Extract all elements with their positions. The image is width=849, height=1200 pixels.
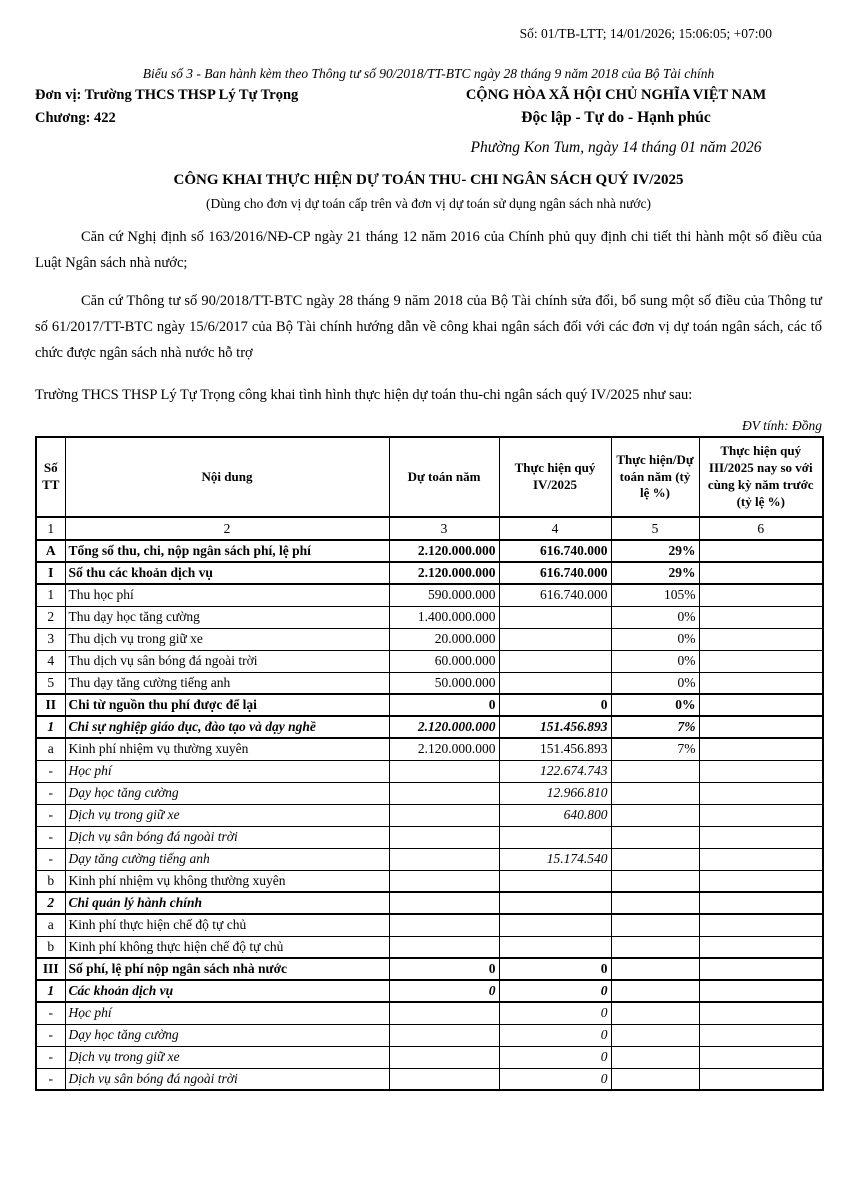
cell-thuc_hien: 0 — [499, 1046, 611, 1068]
cell-thuc_hien: 0 — [499, 1002, 611, 1024]
currency-unit-label: ĐV tính: Đồng — [742, 418, 822, 433]
cell-so_sanh — [699, 980, 823, 1002]
cell-so_sanh — [699, 650, 823, 672]
cell-stt: 2 — [36, 606, 65, 628]
table-row — [36, 760, 823, 782]
table-row — [36, 562, 823, 584]
motto-line2: Độc lập - Tự do - Hạnh phúc — [521, 109, 711, 126]
cell-ty_le — [611, 870, 699, 892]
cell-so_sanh — [699, 540, 823, 562]
place-date-wrap — [410, 139, 822, 157]
cell-so_sanh — [699, 914, 823, 936]
cell-thuc_hien: 0 — [499, 694, 611, 716]
col-number: 5 — [611, 517, 699, 540]
cell-so_sanh — [699, 782, 823, 804]
cell-stt: - — [36, 826, 65, 848]
budget-table — [35, 436, 824, 1091]
cell-content: Học phí — [65, 760, 389, 782]
cell-so_sanh — [699, 760, 823, 782]
cell-so_sanh — [699, 958, 823, 980]
cell-stt: I — [36, 562, 65, 584]
cell-ty_le: 29% — [611, 540, 699, 562]
cell-ty_le: 0% — [611, 672, 699, 694]
cell-stt: - — [36, 760, 65, 782]
cell-content: Học phí — [65, 1002, 389, 1024]
cell-du_toan — [389, 760, 499, 782]
cell-du_toan — [389, 1046, 499, 1068]
paragraph-legal-basis-2: Căn cứ Thông tư số 90/2018/TT-BTC ngày 28 tháng 9 năm 2018 của Bộ Tài chính sửa đổi, bổ sung một số điều của Thông tư số 61/2017/TT-BTC ngày 15/6/2017 của Bộ Tài chính hướng dẫn về công khai ngân sách đối với các đơn vị dự toán ngân sách, các tổ chức được ngân sách nhà nước hỗ trợ — [35, 293, 822, 361]
cell-so_sanh — [699, 738, 823, 760]
cell-ty_le — [611, 1068, 699, 1090]
chapter: Chương: 422 — [35, 110, 116, 126]
document-header — [35, 87, 822, 127]
cell-ty_le: 7% — [611, 738, 699, 760]
cell-du_toan: 2.120.000.000 — [389, 716, 499, 738]
cell-du_toan — [389, 826, 499, 848]
col-number: 2 — [65, 517, 389, 540]
cell-thuc_hien — [499, 936, 611, 958]
place-date: Phường Kon Tum, ngày 14 tháng 01 năm 2026 — [470, 139, 762, 156]
cell-so_sanh — [699, 672, 823, 694]
table-row — [36, 650, 823, 672]
cell-stt: b — [36, 936, 65, 958]
cell-so_sanh — [699, 716, 823, 738]
cell-du_toan: 0 — [389, 694, 499, 716]
cell-so_sanh — [699, 1002, 823, 1024]
table-row — [36, 1002, 823, 1024]
table-row — [36, 606, 823, 628]
cell-du_toan — [389, 782, 499, 804]
table-row — [36, 1068, 823, 1090]
cell-thuc_hien: 151.456.893 — [499, 738, 611, 760]
cell-content: Dịch vụ sân bóng đá ngoài trời — [65, 1068, 389, 1090]
cell-thuc_hien — [499, 628, 611, 650]
cell-du_toan: 0 — [389, 980, 499, 1002]
cell-thuc_hien — [499, 650, 611, 672]
budget-table-body — [36, 540, 823, 1090]
cell-stt: III — [36, 958, 65, 980]
cell-stt: b — [36, 870, 65, 892]
table-row — [36, 628, 823, 650]
cell-content: Thu dịch vụ sân bóng đá ngoài trời — [65, 650, 389, 672]
cell-stt: a — [36, 914, 65, 936]
cell-du_toan: 2.120.000.000 — [389, 562, 499, 584]
cell-du_toan: 590.000.000 — [389, 584, 499, 606]
table-row — [36, 1024, 823, 1046]
cell-thuc_hien: 122.674.743 — [499, 760, 611, 782]
cell-ty_le: 0% — [611, 606, 699, 628]
cell-content: Thu dạy học tăng cường — [65, 606, 389, 628]
cell-thuc_hien — [499, 914, 611, 936]
cell-du_toan — [389, 914, 499, 936]
table-row — [36, 540, 823, 562]
cell-content: Số thu các khoản dịch vụ — [65, 562, 389, 584]
cell-stt: 2 — [36, 892, 65, 914]
cell-du_toan — [389, 1068, 499, 1090]
cell-stt: 3 — [36, 628, 65, 650]
cell-ty_le: 29% — [611, 562, 699, 584]
cell-du_toan: 2.120.000.000 — [389, 738, 499, 760]
cell-ty_le: 7% — [611, 716, 699, 738]
cell-stt: A — [36, 540, 65, 562]
cell-ty_le — [611, 848, 699, 870]
cell-du_toan: 50.000.000 — [389, 672, 499, 694]
form-note: Biểu số 3 - Ban hành kèm theo Thông tư số 90/2018/TT-BTC ngày 28 tháng 9 năm 2018 của Bộ Tài chính — [142, 66, 715, 81]
cell-content: Dạy tăng cường tiếng anh — [65, 848, 389, 870]
cell-stt: - — [36, 804, 65, 826]
col-number: 1 — [36, 517, 65, 540]
cell-so_sanh — [699, 694, 823, 716]
cell-content: Dạy học tăng cường — [65, 1024, 389, 1046]
cell-du_toan — [389, 870, 499, 892]
cell-so_sanh — [699, 606, 823, 628]
page-subtitle: (Dùng cho đơn vị dự toán cấp trên và đơn vị dự toán sử dụng ngân sách nhà nước) — [205, 196, 652, 211]
cell-du_toan — [389, 1002, 499, 1024]
cell-so_sanh — [699, 826, 823, 848]
unit-name: Đơn vị: Trường THCS THSP Lý Tự Trọng — [35, 87, 299, 103]
cell-ty_le: 105% — [611, 584, 699, 606]
motto-line1: CỘNG HÒA XÃ HỘI CHỦ NGHĨA VIỆT NAM — [465, 87, 767, 103]
col-number: 3 — [389, 517, 499, 540]
cell-stt: II — [36, 694, 65, 716]
header-so-sanh: Thực hiện quý III/2025 nay so với cùng kỳ năm trước (tỷ lệ %) — [699, 437, 823, 517]
table-row — [36, 958, 823, 980]
cell-du_toan: 60.000.000 — [389, 650, 499, 672]
body-text — [35, 224, 822, 408]
table-row — [36, 584, 823, 606]
cell-so_sanh — [699, 804, 823, 826]
cell-du_toan — [389, 804, 499, 826]
header-ty-le: Thực hiện/Dự toán năm (tỷ lệ %) — [611, 437, 699, 517]
cell-so_sanh — [699, 628, 823, 650]
cell-ty_le — [611, 1024, 699, 1046]
cell-thuc_hien: 0 — [499, 958, 611, 980]
cell-so_sanh — [699, 870, 823, 892]
cell-du_toan: 1.400.000.000 — [389, 606, 499, 628]
col-number: 6 — [699, 517, 823, 540]
table-row — [36, 826, 823, 848]
table-row — [36, 980, 823, 1002]
table-header-row — [36, 437, 823, 517]
cell-thuc_hien — [499, 606, 611, 628]
paragraph-intro: Trường THCS THSP Lý Tự Trọng công khai tình hình thực hiện dự toán thu-chi ngân sách quý IV/2025 như sau: — [35, 387, 693, 403]
cell-ty_le — [611, 936, 699, 958]
table-row — [36, 936, 823, 958]
cell-thuc_hien: 151.456.893 — [499, 716, 611, 738]
table-row — [36, 1046, 823, 1068]
cell-content: Thu dạy tăng cường tiếng anh — [65, 672, 389, 694]
table-row — [36, 782, 823, 804]
cell-content: Kinh phí nhiệm vụ không thường xuyên — [65, 870, 389, 892]
table-row — [36, 892, 823, 914]
cell-thuc_hien: 616.740.000 — [499, 540, 611, 562]
cell-ty_le — [611, 760, 699, 782]
table-row — [36, 848, 823, 870]
cell-thuc_hien: 0 — [499, 1024, 611, 1046]
header-left — [35, 87, 410, 127]
table-row — [36, 672, 823, 694]
cell-stt: - — [36, 1024, 65, 1046]
cell-ty_le: 0% — [611, 694, 699, 716]
cell-content: Số phí, lệ phí nộp ngân sách nhà nước — [65, 958, 389, 980]
page-title: CÔNG KHAI THỰC HIỆN DỰ TOÁN THU- CHI NGÂN SÁCH QUÝ IV/2025 — [173, 172, 684, 188]
cell-du_toan: 0 — [389, 958, 499, 980]
cell-stt: - — [36, 782, 65, 804]
table-row — [36, 694, 823, 716]
cell-du_toan: 2.120.000.000 — [389, 540, 499, 562]
cell-stt: 5 — [36, 672, 65, 694]
cell-thuc_hien: 616.740.000 — [499, 584, 611, 606]
cell-du_toan — [389, 892, 499, 914]
header-thuc-hien-quy: Thực hiện quý IV/2025 — [499, 437, 611, 517]
cell-content: Chi quản lý hành chính — [65, 892, 389, 914]
cell-thuc_hien — [499, 826, 611, 848]
cell-stt: - — [36, 1046, 65, 1068]
cell-ty_le — [611, 826, 699, 848]
table-row — [36, 914, 823, 936]
cell-content: Dạy học tăng cường — [65, 782, 389, 804]
header-noi-dung: Nội dung — [65, 437, 389, 517]
cell-ty_le — [611, 804, 699, 826]
cell-so_sanh — [699, 936, 823, 958]
cell-ty_le — [611, 892, 699, 914]
cell-du_toan — [389, 1024, 499, 1046]
cell-content: Các khoản dịch vụ — [65, 980, 389, 1002]
cell-so_sanh — [699, 848, 823, 870]
cell-so_sanh — [699, 584, 823, 606]
cell-du_toan — [389, 848, 499, 870]
cell-content: Kinh phí nhiệm vụ thường xuyên — [65, 738, 389, 760]
table-row — [36, 804, 823, 826]
cell-stt: - — [36, 1068, 65, 1090]
national-motto — [410, 87, 822, 127]
cell-so_sanh — [699, 892, 823, 914]
cell-thuc_hien: 12.966.810 — [499, 782, 611, 804]
cell-content: Dịch vụ sân bóng đá ngoài trời — [65, 826, 389, 848]
cell-content: Kinh phí không thực hiện chế độ tự chủ — [65, 936, 389, 958]
cell-thuc_hien: 0 — [499, 1068, 611, 1090]
cell-stt: 1 — [36, 716, 65, 738]
cell-stt: a — [36, 738, 65, 760]
cell-content: Kinh phí thực hiện chế độ tự chủ — [65, 914, 389, 936]
cell-thuc_hien — [499, 672, 611, 694]
cell-stt: 1 — [36, 584, 65, 606]
cell-stt: 4 — [36, 650, 65, 672]
cell-stt: 1 — [36, 980, 65, 1002]
cell-thuc_hien — [499, 870, 611, 892]
cell-so_sanh — [699, 1024, 823, 1046]
cell-thuc_hien: 640.800 — [499, 804, 611, 826]
cell-stt: - — [36, 848, 65, 870]
cell-ty_le — [611, 782, 699, 804]
cell-ty_le — [611, 914, 699, 936]
cell-thuc_hien: 15.174.540 — [499, 848, 611, 870]
cell-so_sanh — [699, 1046, 823, 1068]
doc-number: Số: 01/TB-LTT; 14/01/2026; 15:06:05; +07:00 — [519, 26, 772, 41]
cell-content: Dịch vụ trong giữ xe — [65, 1046, 389, 1068]
cell-content: Tổng số thu, chi, nộp ngân sách phí, lệ phí — [65, 540, 389, 562]
cell-content: Thu học phí — [65, 584, 389, 606]
cell-content: Chi từ nguồn thu phí được để lại — [65, 694, 389, 716]
cell-ty_le — [611, 958, 699, 980]
cell-content: Chi sự nghiệp giáo dục, đào tạo và dạy nghề — [65, 716, 389, 738]
cell-du_toan: 20.000.000 — [389, 628, 499, 650]
table-row — [36, 870, 823, 892]
cell-ty_le — [611, 1002, 699, 1024]
paragraph-legal-basis-1: Căn cứ Nghị định số 163/2016/NĐ-CP ngày 21 tháng 12 năm 2016 của Chính phủ quy định chi tiết thi hành một số điều của Luật Ngân sách nhà nước; — [35, 229, 822, 271]
cell-thuc_hien: 616.740.000 — [499, 562, 611, 584]
cell-thuc_hien — [499, 892, 611, 914]
cell-ty_le: 0% — [611, 628, 699, 650]
cell-ty_le — [611, 1046, 699, 1068]
cell-ty_le — [611, 980, 699, 1002]
cell-du_toan — [389, 936, 499, 958]
cell-so_sanh — [699, 1068, 823, 1090]
header-du-toan-nam: Dự toán năm — [389, 437, 499, 517]
cell-content: Dịch vụ trong giữ xe — [65, 804, 389, 826]
column-number-row — [36, 517, 823, 540]
col-number: 4 — [499, 517, 611, 540]
cell-so_sanh — [699, 562, 823, 584]
header-stt: Số TT — [36, 437, 65, 517]
cell-content: Thu dịch vụ trong giữ xe — [65, 628, 389, 650]
cell-thuc_hien: 0 — [499, 980, 611, 1002]
cell-stt: - — [36, 1002, 65, 1024]
table-row — [36, 716, 823, 738]
cell-ty_le: 0% — [611, 650, 699, 672]
table-row — [36, 738, 823, 760]
